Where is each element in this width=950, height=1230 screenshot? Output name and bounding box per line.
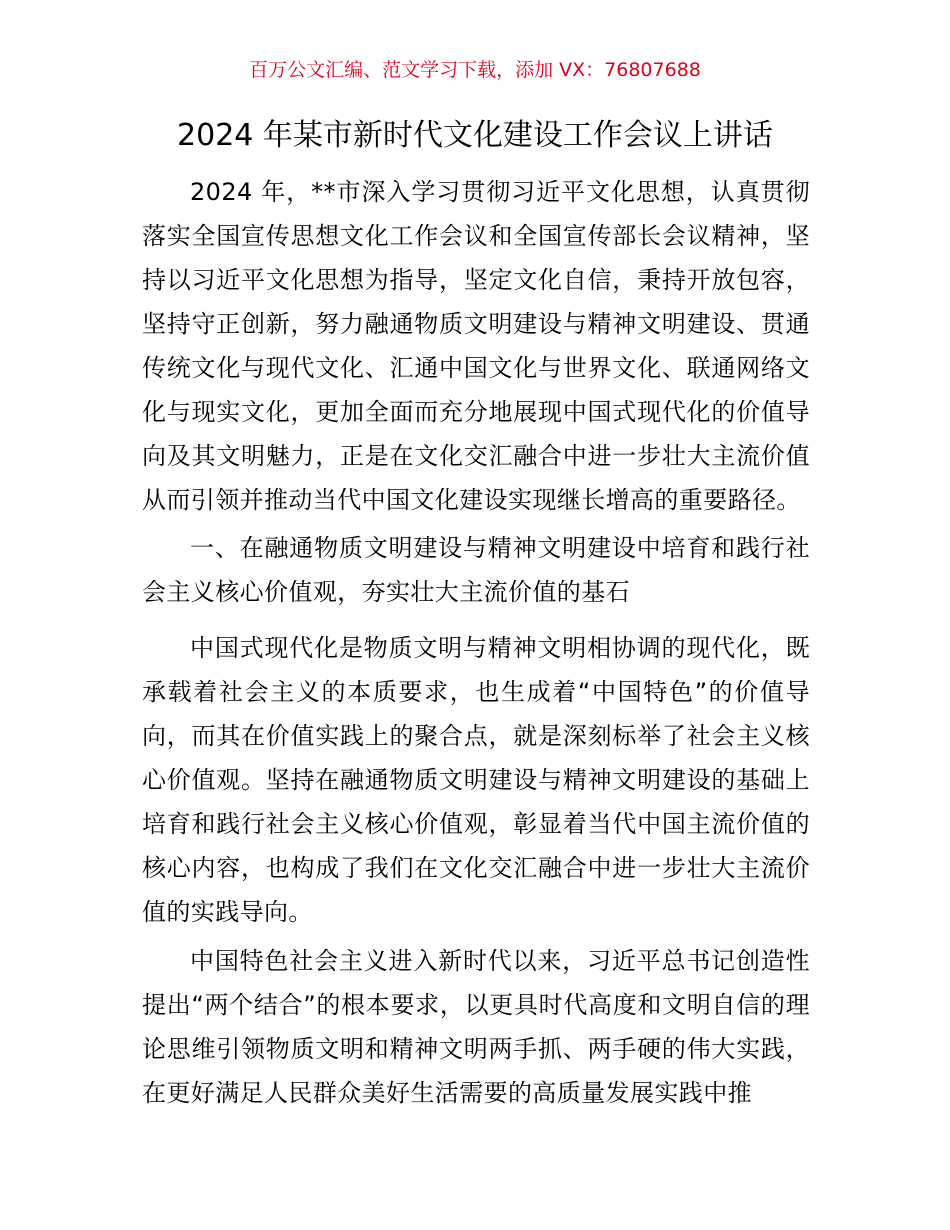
section-heading-1 [142,526,810,614]
document-body-paragraph-3 [142,939,810,1115]
document-body-paragraph-2 [142,626,810,934]
document-body-paragraph-1 [142,170,810,522]
download-banner: 百万公文汇编、范文学习下载，添加 VX：76807688 [249,59,701,81]
paragraph-text: 中国特色社会主义进入新时代以来，习近平总书记创造性提出“两个结合”的根本要求，以更具时代高度和文明自信的理论思维引领物质文明和精神文明两手抓、两手硬的伟大实践，在更好满足人民群众美好生活需要的高质量发展实践中推 [142,947,810,1107]
document-title: 2024 年某市新时代文化建设工作会议上讲话 [177,118,773,153]
section-heading-text: 一、在融通物质文明建设与精神文明建设中培育和践行社会主义核心价值观，夯实壮大主流价值的基石 [142,534,810,606]
paragraph-text: 中国式现代化是物质文明与精神文明相协调的现代化，既承载着社会主义的本质要求，也生成着“中国特色”的价值导向，而其在价值实践上的聚合点，就是深刻标举了社会主义核心价值观。坚持在融通物质文明建设与精神文明建设的基础上培育和践行社会主义核心价值观，彰显着当代中国主流价值的核心内容，也构成了我们在文化交汇融合中进一步壮大主流价值的实践导向。 [142,634,810,926]
paragraph-text: 2024 年，**市深入学习贯彻习近平文化思想，认真贯彻落实全国宣传思想文化工作会议和全国宣传部长会议精神，坚持以习近平文化思想为指导，坚定文化自信，秉持开放包容，坚持守正创新，努力融通物质文明建设与精神文明建设、贯通传统文化与现代文化、汇通中国文化与世界文化、联通网络文化与现实文化，更加全面而充分地展现中国式现代化的价值导向及其文明魅力，正是在文化交汇融合中进一步壮大主流价值从而引领并推动当代中国文化建设实现继长增高的重要路径。 [142,178,810,514]
